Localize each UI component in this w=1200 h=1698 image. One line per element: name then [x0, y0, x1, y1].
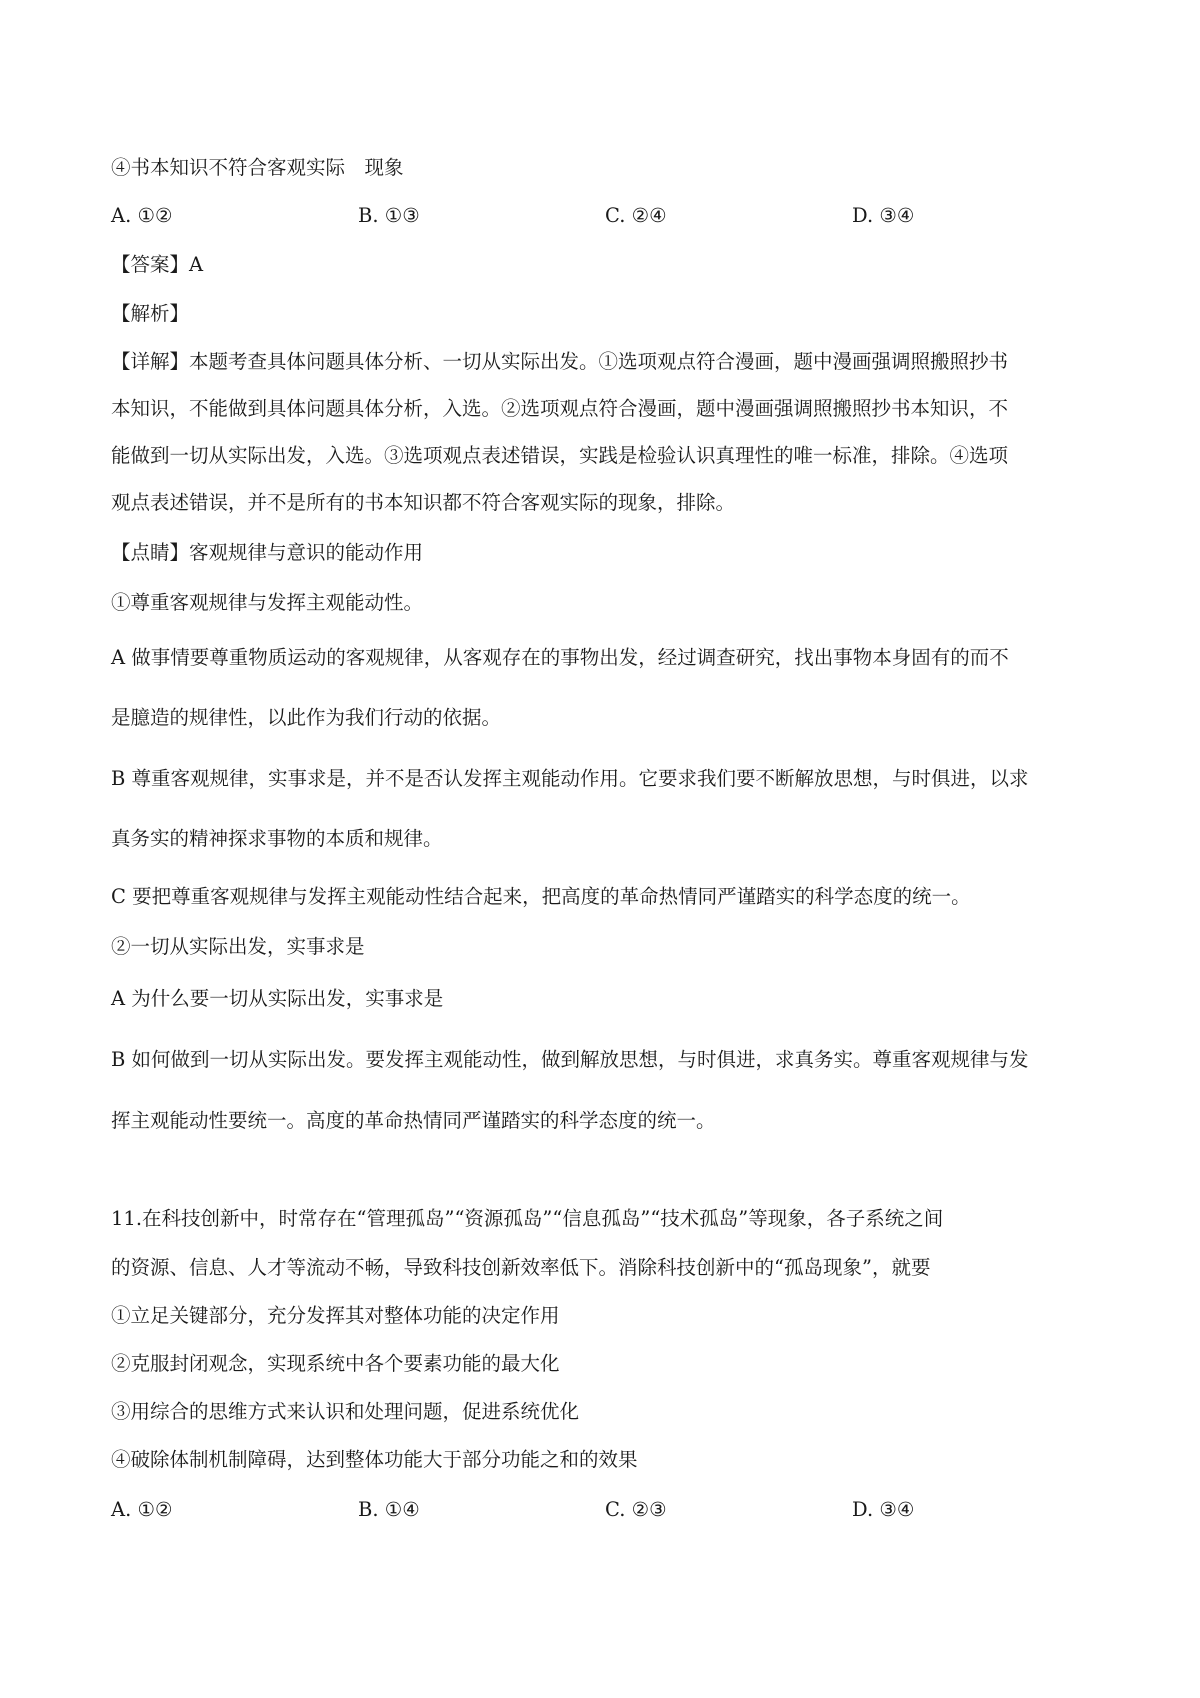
q10-item-4: ④书本知识不符合客观实际 现象: [111, 156, 404, 179]
analysis-heading: 【解析】: [111, 302, 190, 325]
detail-line: 观点表述错误，并不是所有的书本知识都不符合客观实际的现象，排除。: [111, 491, 736, 514]
answer: 【答案】A: [111, 253, 204, 276]
q11-item: ①立足关键部分，充分发挥其对整体功能的决定作用: [111, 1304, 560, 1327]
q11-option-c: C. ②③: [605, 1498, 667, 1521]
note-line: A 为什么要一切从实际出发，实事求是: [111, 987, 444, 1010]
note-line: B 如何做到一切从实际出发。要发挥主观能动性，做到解放思想，与时俱进，求真务实。尊重客观规律与发: [111, 1048, 1029, 1071]
q10-options: [111, 203, 1111, 229]
note-line: B 尊重客观规律，实事求是，并不是否认发挥主观能动作用。它要求我们要不断解放思想，与时俱进，以求: [111, 767, 1029, 790]
q11-option-d: D. ③④: [852, 1498, 915, 1521]
detail-line: 能做到一切从实际出发，入选。③选项观点表述错误，实践是检验认识真理性的唯一标准，排除。④选项: [111, 444, 1009, 467]
q11-option-b: B. ①④: [358, 1498, 420, 1521]
q11-stem-line: 的资源、信息、人才等流动不畅，导致科技创新效率低下。消除科技创新中的“孤岛现象”，就要: [111, 1256, 931, 1279]
note-line: ①尊重客观规律与发挥主观能动性。: [111, 591, 424, 614]
q10-option-c: C. ②④: [605, 204, 667, 227]
note-line: A 做事情要尊重物质运动的客观规律，从客观存在的事物出发，经过调查研究，找出事物本身固有的而不: [111, 646, 1009, 669]
q10-option-d: D. ③④: [852, 204, 915, 227]
note-line: 挥主观能动性要统一。高度的革命热情同严谨踏实的科学态度的统一。: [111, 1109, 716, 1132]
q10-option-a: A. ①②: [111, 204, 173, 227]
q11-options: [111, 1497, 1111, 1523]
note-line: C 要把尊重客观规律与发挥主观能动性结合起来，把高度的革命热情同严谨踏实的科学态度的统一。: [111, 885, 971, 908]
note-line: 真务实的精神探求事物的本质和规律。: [111, 827, 443, 850]
q11-item: ②克服封闭观念，实现系统中各个要素功能的最大化: [111, 1352, 560, 1375]
note-line: 是臆造的规律性，以此作为我们行动的依据。: [111, 706, 502, 729]
detail-line: 本知识，不能做到具体问题具体分析，入选。②选项观点符合漫画，题中漫画强调照搬照抄书本知识，不: [111, 397, 1009, 420]
q11-item: ④破除体制机制障碍，达到整体功能大于部分功能之和的效果: [111, 1448, 638, 1471]
note-line: ②一切从实际出发，实事求是: [111, 935, 365, 958]
q11-option-a: A. ①②: [111, 1498, 173, 1521]
q10-option-b: B. ①③: [358, 204, 420, 227]
q11-stem-line: 11.在科技创新中，时常存在“管理孤岛”“资源孤岛”“信息孤岛”“技术孤岛”等现象，各子系统之间: [111, 1207, 944, 1230]
q11-item: ③用综合的思维方式来认识和处理问题，促进系统优化: [111, 1400, 580, 1423]
detail-line: 【详解】本题考查具体问题具体分析、一切从实际出发。①选项观点符合漫画，题中漫画强调照搬照抄书: [111, 350, 1009, 373]
point-title: 【点睛】客观规律与意识的能动作用: [111, 541, 424, 564]
